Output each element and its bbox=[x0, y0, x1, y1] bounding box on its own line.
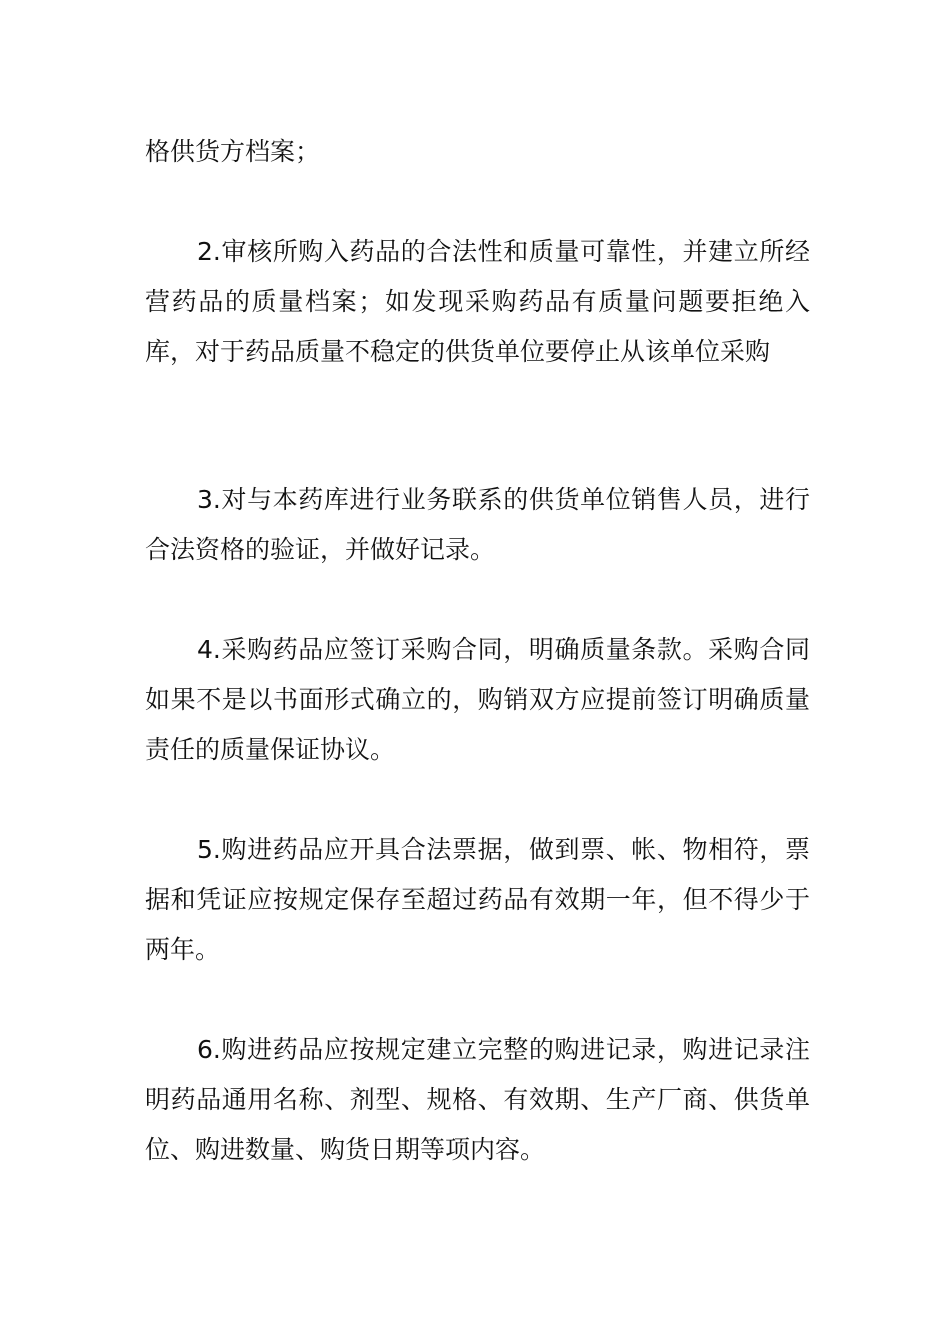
paragraph-item-5: 5.购进药品应开具合法票据，做到票、帐、物相符，票据和凭证应按规定保存至超过药品有效期一年，但不得少于两年。 bbox=[145, 835, 810, 964]
paragraph-item-6: 6.购进药品应按规定建立完整的购进记录，购进记录注明药品通用名称、剂型、规格、有效期、生产厂商、供货单位、购进数量、购货日期等项内容。 bbox=[145, 1035, 810, 1164]
paragraph-item-4: 4.采购药品应签订采购合同，明确质量条款。采购合同如果不是以书面形式确立的，购销双方应提前签订明确质量责任的质量保证协议。 bbox=[145, 635, 810, 764]
paragraph-item-2: 2.审核所购入药品的合法性和质量可靠性，并建立所经营药品的质量档案；如发现采购药品有质量问题要拒绝入库，对于药品质量不稳定的供货单位要停止从该单位采购 bbox=[145, 237, 810, 366]
paragraph-continuation: 格供货方档案； bbox=[145, 137, 321, 166]
paragraph-item-3: 3.对与本药库进行业务联系的供货单位销售人员，进行合法资格的验证，并做好记录。 bbox=[145, 485, 810, 564]
